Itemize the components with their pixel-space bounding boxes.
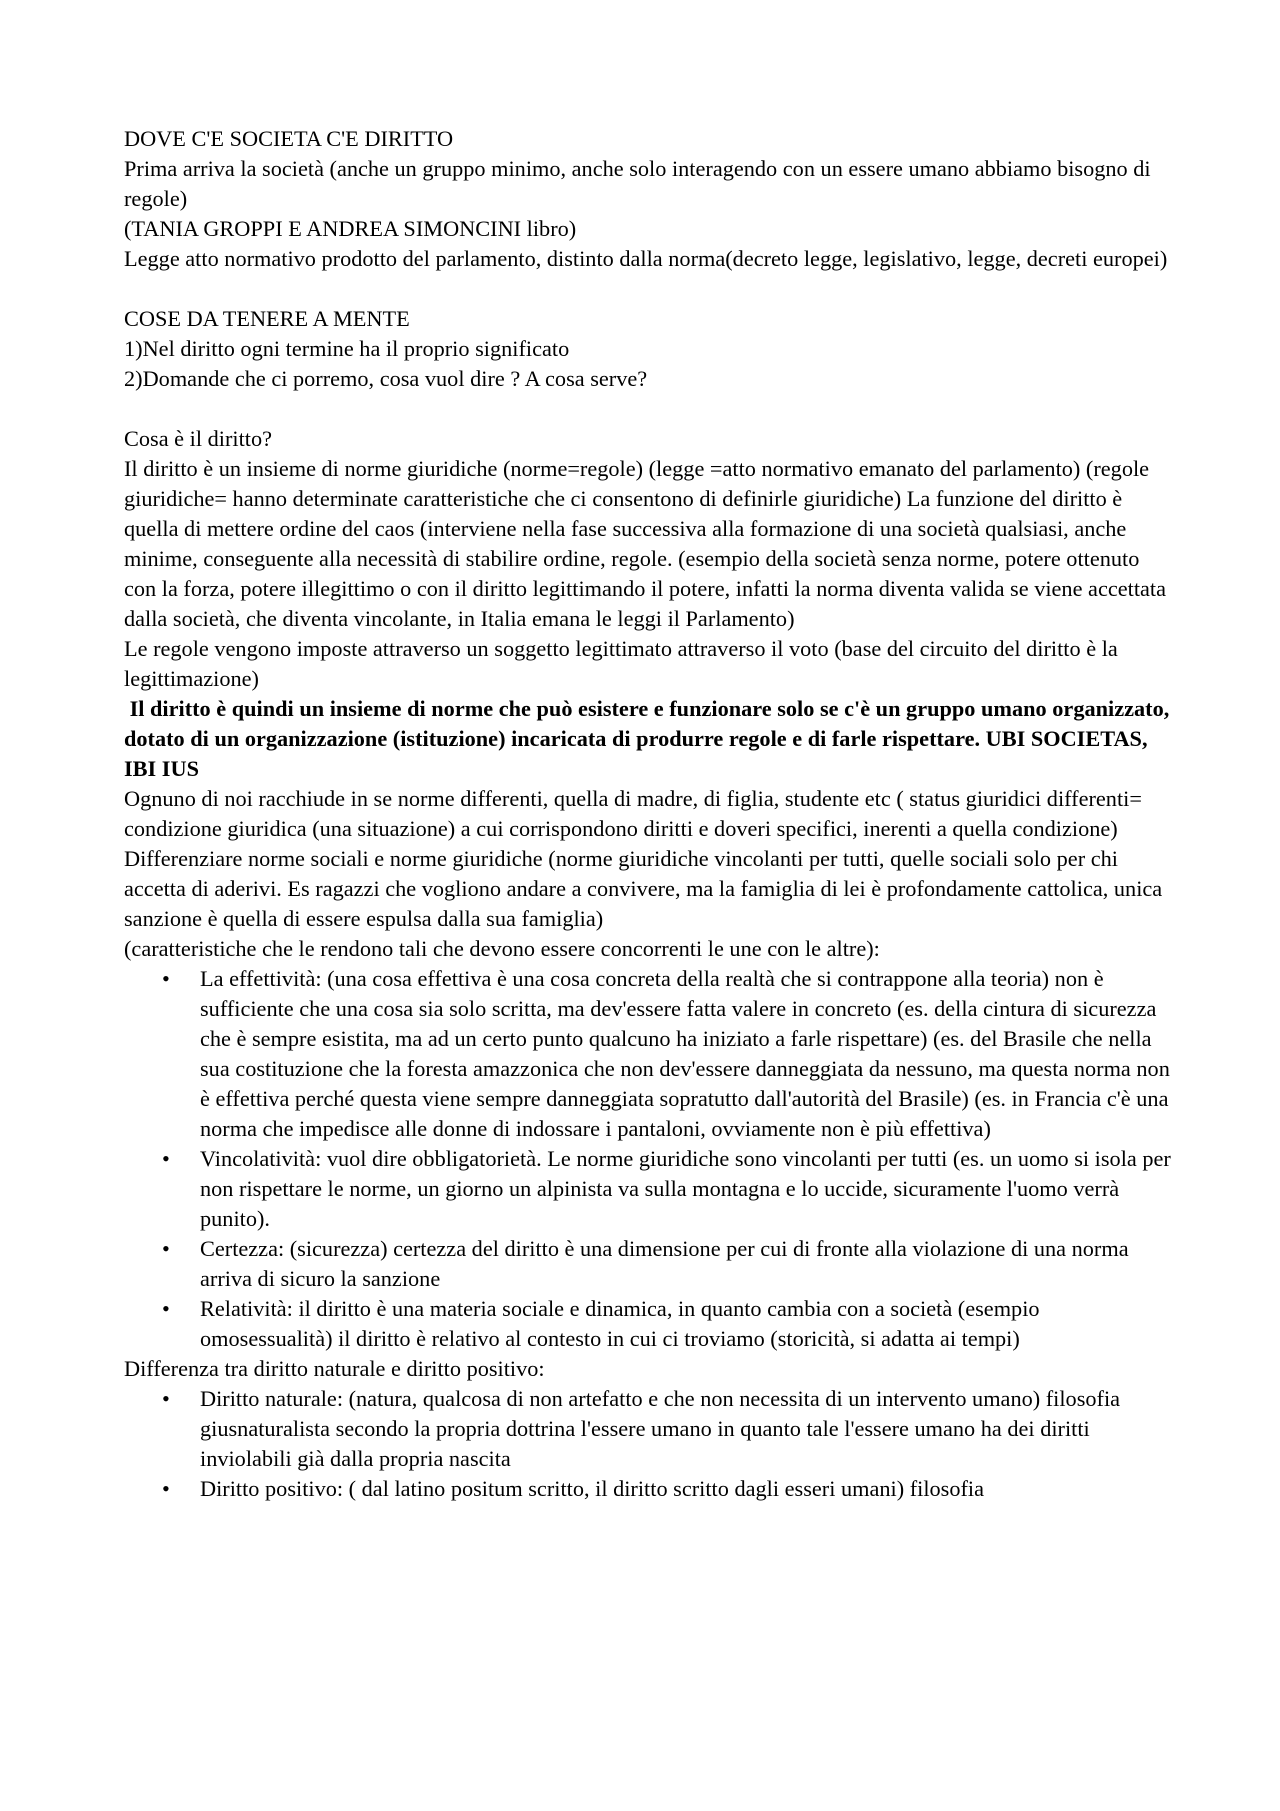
intro-paragraph: Legge atto normativo prodotto del parlamento, distinto dalla norma(decreto legge, legislativo, legge, decreti europei): [124, 246, 1168, 271]
list-item: [124, 1474, 1174, 1504]
differentiate-paragraph: Differenziare norme sociali e norme giuridiche (norme giuridiche vincolanti per tutti, quelle sociali solo per chi accetta di aderivi. Es ragazzi che vogliono andare a convivere, ma la famiglia di lei è profondamente cattolica, unica sanzione è quella di essere espulsa dalla sua famiglia): [124, 846, 1163, 931]
imposition-paragraph: Le regole vengono imposte attraverso un soggetto legittimato attraverso il voto (base del circuito del diritto è la legittimazione): [124, 636, 1118, 691]
list-item: [124, 1234, 1174, 1294]
section-title: COSE DA TENERE A MENTE: [124, 306, 410, 331]
bullet-icon: •: [162, 1296, 170, 1321]
definition-paragraph: Il diritto è un insieme di norme giuridiche (norme=regole) (legge =atto normativo emanato del parlamento) (regole giuridiche= hanno determinate caratteristiche che ci consentono di definirle giuridiche) La funzione del diritto è quella di mettere ordine del caos (interviene nella fase successiva alla formazione di una società qualsiasi, anche minime, conseguente alla necessità di stabilire ordine, regole. (esempio della società senza norme, potere ottenuto con la forza, potere illegittimo o con il diritto legittimando il potere, infatti la norma diventa valida se viene accettata dalla società, che diventa vincolante, in Italia emana le leggi il Parlamento): [124, 456, 1167, 631]
law-types-list: [124, 1384, 1174, 1504]
blank-line: [124, 394, 1174, 424]
document-title: DOVE C'E SOCIETA C'E DIRITTO: [124, 126, 454, 151]
list-item: [124, 1384, 1174, 1474]
bullet-icon: •: [162, 1236, 170, 1261]
bold-statement: Il diritto è quindi un insieme di norme che può esistere e funzionare solo se c'è un gruppo umano organizzato, dotato di un organizzazione (istituzione) incaricata di produrre regole e di farle rispettare. UBI SOCIETAS, IBI IUS: [124, 696, 1175, 781]
list-item-text: La effettività: (una cosa effettiva è una cosa concreta della realtà che si contrappone alla teoria) non è sufficiente che una cosa sia solo scritta, ma dev'essere fatta valere in concreto (es. della cintura di sicurezza che è sempre esistita, ma ad un certo punto qualcuno ha iniziato a farle rispettare) (es. del Brasile che nella sua costituzione che la foresta amazzonica che non dev'essere danneggiata da nessuno, ma questa norma non è effettiva perché questa viene sempre danneggiata sopratutto dall'autorità del Brasile) (es. in Francia c'è una norma che impedisce alle donne di indossare i pantaloni, ovviamente non è più effettiva): [200, 966, 1170, 1141]
difference-intro: Differenza tra diritto naturale e diritto positivo:: [124, 1356, 545, 1381]
list-item-text: Certezza: (sicurezza) certezza del diritto è una dimensione per cui di fronte alla violazione di una norma arriva di sicuro la sanzione: [200, 1236, 1129, 1291]
characteristics-list: [124, 964, 1174, 1354]
reminder-item: 1)Nel diritto ogni termine ha il proprio significato: [124, 336, 570, 361]
list-item: [124, 964, 1174, 1144]
intro-paragraph: Prima arriva la società (anche un gruppo minimo, anche solo interagendo con un essere umano abbiamo bisogno di regole): [124, 156, 1151, 211]
list-item-text: Diritto naturale: (natura, qualcosa di non artefatto e che non necessita di un intervento umano) filosofia giusnaturalista secondo la propria dottrina l'essere umano in quanto tale l'essere umano ha dei diritti inviolabili già dalla propria nascita: [200, 1386, 1121, 1471]
blank-line: [124, 274, 1174, 304]
list-item-text: Relatività: il diritto è una materia sociale e dinamica, in quanto cambia con a società (esempio omosessualità) il diritto è relativo al contesto in cui ci troviamo (storicità, si adatta ai tempi): [200, 1296, 1040, 1351]
bullet-icon: •: [162, 966, 170, 991]
question-heading: Cosa è il diritto?: [124, 426, 272, 451]
bullet-icon: •: [162, 1386, 170, 1411]
list-item-text: Vincolatività: vuol dire obbligatorietà. Le norme giuridiche sono vincolanti per tutti (es. un uomo si isola per non rispettare le norme, un giorno un alpinista va sulla montagna e lo uccide, sicuramente l'uomo verrà punito).: [200, 1146, 1171, 1231]
reminder-item: 2)Domande che ci porremo, cosa vuol dire ? A cosa serve?: [124, 366, 648, 391]
list-item: [124, 1294, 1174, 1354]
list-item-text: Diritto positivo: ( dal latino positum scritto, il diritto scritto dagli esseri umani) filosofia: [200, 1476, 985, 1501]
document-page: [124, 124, 1174, 1504]
bullet-icon: •: [162, 1476, 170, 1501]
status-paragraph: Ognuno di noi racchiude in se norme differenti, quella di madre, di figlia, studente etc ( status giuridici differenti= condizione giuridica (una situazione) a cui corrispondono diritti e doveri specifici, inerenti a quella condizione): [124, 786, 1142, 841]
intro-paragraph: (TANIA GROPPI E ANDREA SIMONCINI libro): [124, 216, 577, 241]
list-item: [124, 1144, 1174, 1234]
bullet-icon: •: [162, 1146, 170, 1171]
characteristics-intro: (caratteristiche che le rendono tali che devono essere concorrenti le une con le altre):: [124, 936, 880, 961]
